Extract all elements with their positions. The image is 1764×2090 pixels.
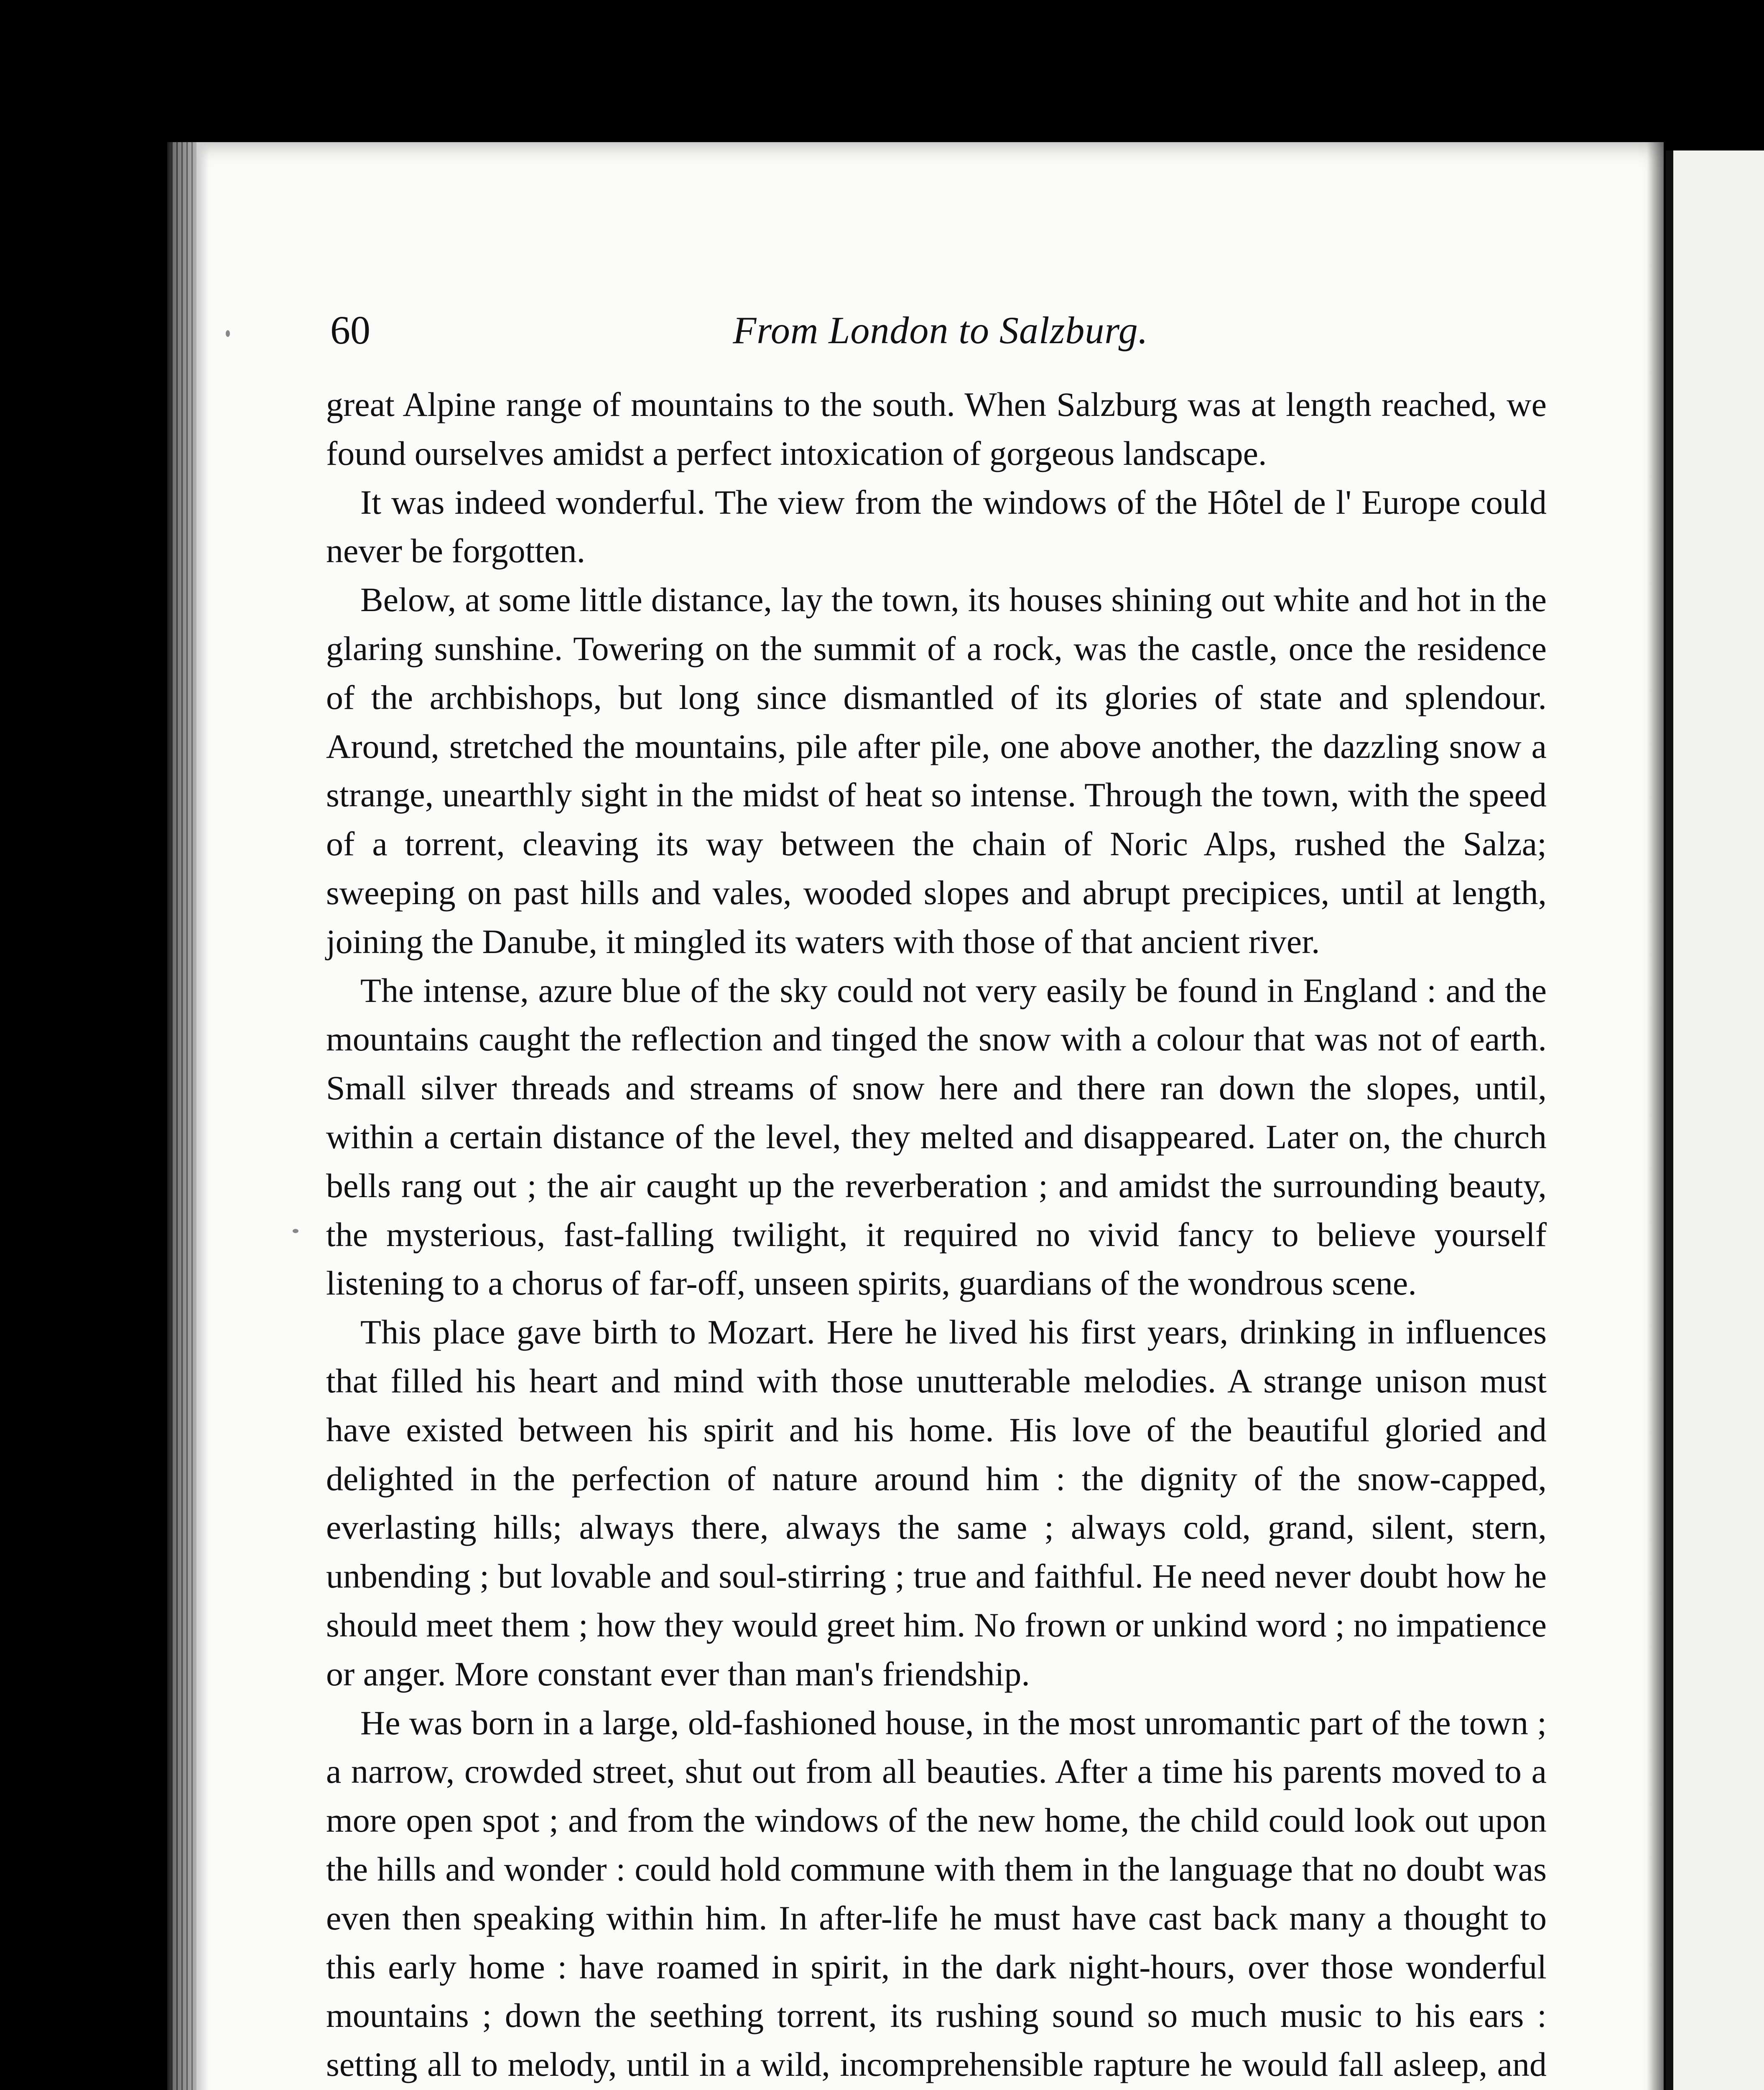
- paragraph: The intense, azure blue of the sky could not very easily be found in England : and the mountains caught the reflection and tinged the snow with a colour that was not of earth. Small silver threads and streams of snow here and there ran down the slopes, until, within a certain distance of the level, they melted and disappeared. Later on, the church bells rang out ; the air caught up the reverberation ; and amidst the surrounding beauty, the mysterious, fast-falling twilight, it required no vivid fancy to believe yourself listening to a chorus of far-off, unseen spirits, guardians of the wondrous scene.: [326, 971, 1547, 1302]
- running-title: From London to Salzburg.: [733, 309, 1148, 352]
- page-number: 60: [330, 308, 370, 352]
- body-text: [326, 380, 1547, 2090]
- paragraph: Below, at some little distance, lay the town, its houses shining out white and hot in the glaring sunshine. Towering on the summit of a rock, was the castle, once the residence of the archbishops, but long since dismantled of its glories of state and splendour. Around, stretched the mountains, pile after pile, one above another, the dazzling snow a strange, unearthly sight in the midst of heat so intense. Through the town, with the speed of a torrent, cleaving its way between the chain of Noric Alps, rushed the Salza; sweeping on past hills and vales, wooded slopes and abrupt precipices, until at length, joining the Danube, it mingled its waters with those of that ancient river.: [326, 581, 1547, 961]
- running-head: [330, 301, 1551, 359]
- scan-speck: [293, 1229, 298, 1233]
- facing-page-edge: [1666, 150, 1764, 2090]
- gutter-shadow: [1647, 142, 1668, 2090]
- paragraph: This place gave birth to Mozart. Here he lived his first years, drinking in influences that filled his heart and mind with those unutterable melodies. A strange unison must have existed between his spirit and his home. His love of the beautiful gloried and delighted in the perfection of nature around him : the dignity of the snow-capped, everlasting hills; always there, always the same ; always cold, grand, silent, stern, unbending ; but lovable and soul-stirring ; true and faithful. He need never doubt how he should meet them ; how they would greet him. No frown or unkind word ; no impatience or anger. More constant ever than man's friendship.: [326, 1313, 1547, 1693]
- paragraph: It was indeed wonderful. The view from the windows of the Hôtel de l' Europe could never be forgotten.: [326, 483, 1547, 570]
- paragraph: He was born in a large, old-fashioned house, in the most unromantic part of the town ; a narrow, crowded street, shut out from all beauties. After a time his parents moved to a more open spot ; and from the windows of the new home, the child could look out upon the hills and wonder : could hold commune with them in the language that no doubt was even then speaking within him. In after-life he must have cast back many a thought to this early home : have roamed in spirit, in the dark night-hours, over those wonderful mountains ; down the seething torrent, its rushing sound so much music to his ears : setting all to melody, until in a wild, incomprehensible rapture he would fall asleep, and: [326, 1703, 1547, 2084]
- scan-speck: [226, 330, 230, 337]
- paragraph: great Alpine range of mountains to the south. When Salzburg was at length reached, we found ourselves amidst a perfect intoxication of gorgeous landscape.: [326, 385, 1547, 472]
- page-binding-edges: [171, 142, 196, 2090]
